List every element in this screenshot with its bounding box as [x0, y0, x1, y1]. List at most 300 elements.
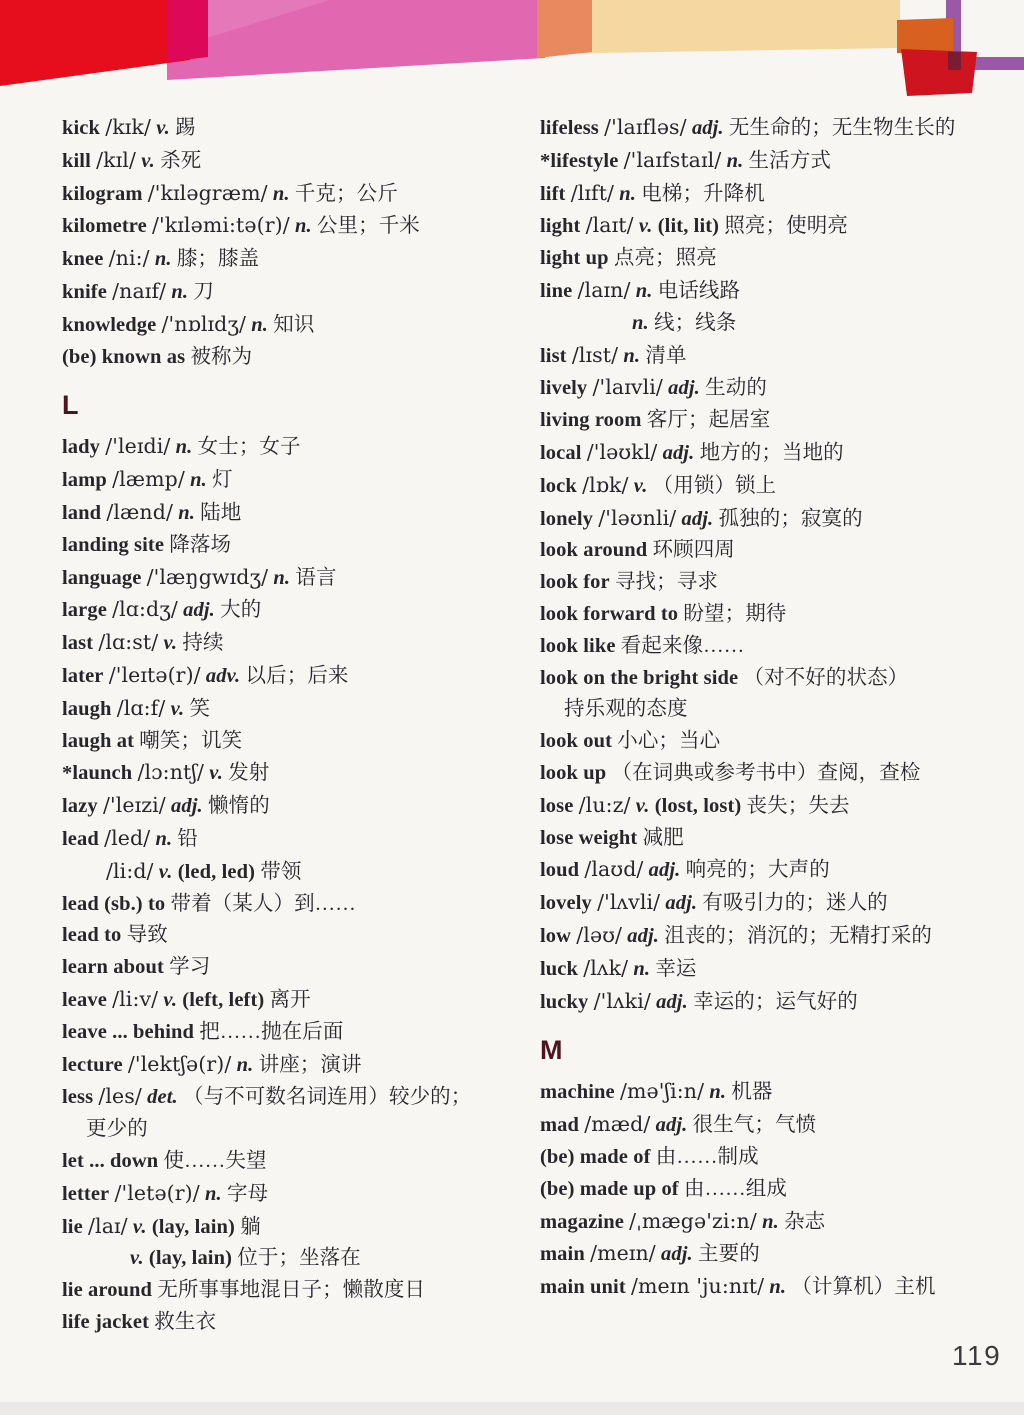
glossary-entry [540, 405, 1018, 437]
glossary-entry [540, 631, 1018, 663]
entry-word: line [540, 279, 573, 302]
entry-definition: 把……抛在后面 [199, 1020, 344, 1043]
entry-phonetic: /li:d/ [106, 858, 154, 883]
entry-phonetic: /'lʌki/ [593, 988, 651, 1013]
entry-definition: 带领 [260, 860, 302, 883]
glossary-entry [62, 823, 540, 856]
entry-definition: 有吸引力的；迷人的 [702, 892, 888, 915]
entry-part-of-speech: adj. [665, 892, 698, 915]
glossary-entry [62, 497, 540, 530]
glossary-entry [62, 464, 540, 497]
glossary-entry [62, 757, 540, 790]
entry-definition: 由……制成 [655, 1145, 759, 1168]
entry-part-of-speech: adj. [691, 117, 724, 139]
entry-definition: 灯 [212, 469, 233, 492]
entry-definition: 带着（某人）到…… [170, 892, 356, 915]
glossary-entry [540, 178, 1018, 211]
entry-definition: 笑 [189, 697, 211, 720]
entry-phonetic: /lʌk/ [583, 955, 629, 980]
glossary-entry [540, 694, 1018, 726]
entry-word: knee [62, 248, 104, 271]
entry-part-of-speech: v. [163, 632, 178, 655]
entry-definition: 沮丧的；消沉的；无精打采的 [664, 924, 933, 947]
entry-phonetic: /li:v/ [112, 986, 159, 1011]
entry-definition: 千克；公斤 [294, 182, 398, 205]
entry-word: leave [62, 988, 107, 1011]
glossary-entry [540, 854, 1018, 887]
entry-definition: 幸运的；运气好的 [693, 990, 858, 1013]
entry-word: (led, led) [177, 860, 255, 883]
page-number: 119 [952, 1340, 1002, 1371]
entry-part-of-speech: v. [170, 697, 185, 720]
entry-word: mad [540, 1114, 580, 1137]
glossary-entry [540, 1076, 1018, 1109]
entry-word: (left, left) [182, 988, 265, 1011]
entry-word: kick [62, 117, 100, 139]
entry-word: landing site [62, 533, 165, 556]
entry-phonetic: /laʊd/ [584, 857, 644, 882]
entry-definition: 丧失；失去 [746, 794, 850, 817]
entry-definition: 减肥 [642, 826, 684, 849]
entry-definition: 女士；女子 [197, 436, 301, 459]
entry-part-of-speech: n. [632, 311, 649, 334]
glossary-entry [540, 726, 1018, 758]
glossary-entry [62, 920, 540, 952]
entry-definition: 客厅；起居室 [646, 409, 771, 432]
entry-word: (be) made up of [540, 1177, 679, 1200]
glossary-entry [540, 275, 1018, 308]
glossary-entry [540, 340, 1018, 373]
entry-part-of-speech: n. [154, 248, 172, 271]
entry-phonetic: /lɒk/ [582, 472, 629, 497]
entry-word: lead [62, 827, 99, 850]
glossary-entry [540, 1109, 1018, 1142]
entry-part-of-speech: v. [638, 215, 653, 238]
entry-part-of-speech: v. [635, 794, 650, 817]
entry-word: light up [540, 247, 609, 270]
entry-definition: 杂志 [784, 1210, 826, 1233]
entry-part-of-speech: adj. [681, 507, 714, 530]
entry-word: letter [62, 1182, 110, 1205]
entry-word: kill [62, 149, 91, 172]
glossary-entry [62, 112, 540, 145]
glossary-entry [62, 210, 540, 243]
entry-definition: 救生衣 [154, 1310, 217, 1333]
entry-word: knowledge [62, 313, 157, 336]
glossary-entry [62, 562, 540, 595]
entry-definition: 踢 [175, 117, 196, 139]
entry-phonetic: /meɪn/ [590, 1241, 656, 1266]
entry-phonetic: /'ləʊkl/ [586, 439, 658, 464]
entry-word: light [540, 215, 581, 238]
entry-word: lovely [540, 892, 592, 915]
glossary-entry [540, 1206, 1018, 1239]
entry-part-of-speech: v. [141, 149, 155, 172]
glossary-entry [62, 178, 540, 211]
glossary-entry [540, 986, 1018, 1019]
entry-definition: 孤独的；寂寞的 [718, 507, 863, 530]
entry-word: *launch [62, 762, 133, 785]
entry-part-of-speech: n. [623, 344, 641, 367]
glossary-entry [540, 599, 1018, 631]
glossary-entry [62, 594, 540, 627]
entry-word: let ... down [62, 1149, 159, 1172]
entry-word: later [62, 664, 104, 687]
entry-word: lazy [62, 795, 98, 818]
glossary-entry [62, 1307, 540, 1339]
entry-definition: 清单 [645, 344, 687, 367]
entry-word: low [540, 924, 572, 947]
entry-definition: 由……组成 [683, 1177, 787, 1200]
entry-phonetic: /'læŋgwɪdʒ/ [146, 564, 269, 589]
glossary-entry [62, 1081, 540, 1114]
entry-phonetic: /lu:z/ [578, 792, 631, 817]
entry-definition: 寻找；寻求 [614, 571, 718, 594]
entry-definition: 字母 [227, 1182, 269, 1205]
entry-word: local [540, 441, 582, 464]
glossary-entry [62, 276, 540, 309]
entry-phonetic: /lɑ:f/ [116, 695, 166, 720]
entry-definition: 更少的 [86, 1118, 148, 1141]
entry-definition: 被称为 [190, 345, 253, 368]
entry-definition: 无生命的；无生物生长的 [728, 117, 956, 139]
entry-word: (lit, lit) [657, 215, 720, 238]
entry-word: main [540, 1243, 585, 1266]
entry-word: look for [540, 571, 610, 594]
entry-part-of-speech: det. [147, 1086, 178, 1109]
entry-phonetic: /'leɪzi/ [102, 793, 166, 818]
entry-word: kilometre [62, 215, 147, 238]
entry-definition: 学习 [169, 956, 211, 979]
entry-definition: 响亮的；大声的 [685, 859, 830, 882]
entry-definition: 杀死 [160, 149, 202, 172]
glossary-entry [62, 790, 540, 823]
entry-phonetic: /'laɪfstaɪl/ [623, 147, 722, 172]
glossary-entry [540, 1238, 1018, 1271]
entry-phonetic: /'nɒlɪdʒ/ [161, 311, 247, 336]
entry-part-of-speech: n. [619, 182, 637, 205]
entry-word: lifeless [540, 117, 599, 139]
glossary-entry [62, 1275, 540, 1307]
entry-phonetic: /les/ [98, 1084, 142, 1109]
section-header-m: M [540, 1035, 563, 1066]
entry-part-of-speech: n. [175, 436, 193, 459]
entry-part-of-speech: n. [633, 957, 651, 980]
glossary-entry [62, 889, 540, 921]
glossary-entry [62, 1017, 540, 1049]
entry-definition: 照亮；使明亮 [724, 215, 848, 238]
entry-phonetic: /lænd/ [106, 499, 173, 524]
glossary-entry [540, 790, 1018, 823]
entry-definition: （计算机）主机 [791, 1276, 936, 1299]
entry-word: machine [540, 1081, 615, 1104]
entry-phonetic: /kɪk/ [105, 115, 151, 139]
entry-definition: 线；线条 [653, 311, 737, 334]
glossary-entry [540, 372, 1018, 405]
entry-part-of-speech: v. [633, 474, 648, 497]
glossary-entry [62, 660, 540, 693]
glossary-entry [540, 953, 1018, 986]
entry-phonetic: /lɔ:ntʃ/ [137, 760, 205, 785]
entry-word: look around [540, 539, 648, 562]
glossary-entry [62, 984, 540, 1017]
entry-word: list [540, 344, 567, 367]
entry-phonetic: /lɪst/ [571, 342, 619, 367]
entry-definition: 生动的 [705, 377, 767, 400]
entry-phonetic: /kɪl/ [96, 147, 136, 172]
entry-word: *lifestyle [540, 149, 619, 172]
glossary-entry [540, 1142, 1018, 1174]
entry-phonetic: /'kɪləmi:tə(r)/ [152, 213, 290, 238]
entry-word: look forward to [540, 602, 679, 625]
entry-definition: 看起来像…… [620, 634, 745, 657]
entry-phonetic: /naɪf/ [112, 278, 167, 303]
glossary-entry [540, 758, 1018, 790]
entry-definition: 躺 [240, 1215, 261, 1238]
entry-phonetic: /'kɪləgræm/ [147, 180, 268, 205]
entry-word: lucky [540, 990, 589, 1013]
entry-definition: 幸运 [655, 957, 697, 980]
entry-part-of-speech: v. [132, 1215, 147, 1238]
glossary-entry [62, 1211, 540, 1244]
entry-part-of-speech: adj. [668, 377, 700, 400]
entry-definition: 刀 [193, 280, 214, 303]
entry-part-of-speech: adv. [205, 664, 241, 687]
entry-word: last [62, 632, 94, 655]
entry-part-of-speech: n. [769, 1276, 787, 1299]
entry-word: lecture [62, 1053, 123, 1076]
entry-part-of-speech: v. [158, 860, 173, 883]
entry-part-of-speech: n. [236, 1053, 254, 1076]
entry-phonetic: /ni:/ [108, 246, 150, 271]
entry-word: (be) made of [540, 1145, 651, 1168]
entry-definition: 铅 [177, 827, 199, 850]
entry-part-of-speech: adj. [171, 795, 203, 818]
entry-word: learn about [62, 956, 164, 979]
glossary-entry [62, 693, 540, 726]
entry-definition: 语言 [295, 566, 337, 589]
entry-definition: 讲座；演讲 [258, 1053, 362, 1076]
entry-definition: 小心；当心 [617, 730, 721, 753]
entry-part-of-speech: n. [178, 501, 195, 524]
entry-word: lose weight [540, 826, 638, 849]
glossary-entry [540, 503, 1018, 536]
entry-part-of-speech: adj. [656, 990, 688, 1013]
entry-word: (lay, lain) [148, 1247, 233, 1270]
entry-word: look on the bright side [540, 666, 739, 689]
glossary-entry [540, 535, 1018, 567]
entry-phonetic: /ləʊ/ [576, 922, 623, 947]
entry-part-of-speech: adj. [661, 1243, 693, 1266]
entry-definition: 降落场 [169, 533, 232, 556]
glossary-entry [540, 1271, 1018, 1304]
glossary-entry [62, 243, 540, 276]
entry-part-of-speech: n. [726, 149, 744, 172]
entry-definition: 环顾四周 [652, 539, 735, 562]
entry-word: land [62, 501, 102, 524]
entry-part-of-speech: n. [190, 469, 207, 492]
entry-definition: （用锁）锁上 [652, 474, 777, 497]
entry-part-of-speech: adj. [662, 441, 695, 464]
glossary-entry [62, 1049, 540, 1082]
entry-definition: 电梯；升降机 [641, 182, 765, 205]
entry-phonetic: /'laɪvli/ [592, 375, 663, 400]
entry-definition: 发射 [228, 762, 270, 785]
entry-definition: 膝；膝盖 [176, 248, 260, 271]
glossary-entry [62, 1243, 540, 1275]
entry-phonetic: /ˌmægə'zi:n/ [629, 1208, 757, 1233]
glossary-entry [62, 1178, 540, 1211]
glossary-entry [540, 437, 1018, 470]
page-bottom-edge [0, 1402, 1024, 1415]
glossary-entry [62, 1114, 540, 1146]
glossary-entry [540, 920, 1018, 953]
entry-part-of-speech: n. [205, 1182, 222, 1205]
glossary-entry [540, 308, 1018, 340]
entry-part-of-speech: n. [709, 1081, 727, 1104]
entry-definition: 懒惰的 [208, 795, 270, 818]
glossary-entry [540, 887, 1018, 920]
entry-definition: 无所事事地混日子；懒散度日 [157, 1279, 426, 1302]
entry-part-of-speech: v. [130, 1247, 144, 1270]
entry-word: lead (sb.) to [62, 892, 166, 915]
entry-part-of-speech: n. [762, 1210, 779, 1233]
entry-definition: 主要的 [698, 1243, 760, 1266]
glossary-entry [540, 567, 1018, 599]
entry-part-of-speech: adj. [627, 924, 659, 947]
entry-definition: 地方的；当地的 [699, 441, 844, 464]
glossary-column-right [540, 112, 1018, 1304]
entry-word: laugh [62, 697, 112, 720]
entry-definition: 点亮；照亮 [613, 247, 717, 270]
section-header-l: L [62, 390, 79, 421]
entry-word: lose [540, 794, 574, 817]
entry-phonetic: /'leɪdi/ [105, 434, 171, 459]
entry-word: living room [540, 409, 642, 432]
entry-phonetic: /laɪ/ [88, 1213, 128, 1238]
entry-definition: 盼望；期待 [683, 602, 787, 625]
glossary-entry [62, 627, 540, 660]
glossary-entry [62, 952, 540, 984]
entry-word: life jacket [62, 1310, 150, 1333]
entry-part-of-speech: n. [251, 313, 268, 336]
entry-word: leave ... behind [62, 1020, 195, 1043]
entry-phonetic: /lɑ:st/ [98, 630, 159, 655]
entry-definition: 知识 [273, 313, 315, 336]
entry-definition: 很生气；气愤 [692, 1114, 817, 1137]
entry-word: look out [540, 730, 612, 753]
entry-definition: （在词典或参考书中）查阅，查检 [611, 761, 921, 784]
entry-phonetic: /meɪn 'ju:nɪt/ [631, 1274, 765, 1299]
glossary-entry [62, 726, 540, 758]
entry-phonetic: /læmp/ [112, 467, 185, 492]
entry-word: look like [540, 634, 616, 657]
entry-phonetic: /'lektʃə(r)/ [127, 1051, 232, 1076]
entry-word: less [62, 1086, 94, 1109]
entry-word: loud [540, 859, 580, 882]
glossary-entry [62, 856, 540, 889]
entry-phonetic: /'leɪtə(r)/ [108, 662, 201, 687]
entry-word: large [62, 599, 107, 622]
glossary-entry [540, 1174, 1018, 1206]
entry-phonetic: /laɪn/ [577, 277, 631, 302]
entry-part-of-speech: adj. [648, 859, 681, 882]
entry-phonetic: /laɪt/ [585, 213, 634, 238]
entry-part-of-speech: adj. [183, 599, 215, 622]
entry-word: lamp [62, 469, 107, 492]
entry-word: magazine [540, 1210, 624, 1233]
entry-definition: 机器 [731, 1081, 773, 1104]
glossary-entry [540, 210, 1018, 243]
glossary-entry [540, 663, 1018, 695]
entry-phonetic: /mæd/ [584, 1112, 651, 1137]
entry-definition: 公里；千米 [316, 215, 420, 238]
entry-word: lie [62, 1215, 83, 1238]
entry-word: lock [540, 474, 577, 497]
entry-part-of-speech: v. [209, 762, 223, 785]
entry-word: kilogram [62, 182, 143, 205]
entry-definition: （对不好的状态） [743, 666, 909, 689]
entry-part-of-speech: v. [156, 117, 170, 139]
entry-definition: 嘲笑；讥笑 [139, 729, 243, 752]
glossary-entry [540, 112, 1018, 145]
glossary-entry [62, 431, 540, 464]
glossary-entry [62, 145, 540, 178]
entry-word: language [62, 566, 142, 589]
entry-definition: （与不可数名词连用）较少的； [182, 1086, 472, 1109]
entry-word: laugh at [62, 729, 134, 752]
glossary-entry [62, 342, 540, 374]
entry-part-of-speech: n. [294, 215, 312, 238]
entry-phonetic: /led/ [104, 825, 151, 850]
entry-phonetic: /mə'ʃi:n/ [619, 1079, 705, 1104]
entry-phonetic: /lɑ:dʒ/ [112, 597, 178, 622]
entry-definition: 离开 [269, 988, 311, 1011]
entry-definition: 导致 [126, 924, 168, 947]
entry-word: lively [540, 377, 588, 400]
entry-word: (lay, lain) [151, 1215, 235, 1238]
entry-definition: 生活方式 [748, 149, 831, 172]
entry-word: lead to [62, 924, 122, 947]
entry-phonetic: /'laɪfləs/ [604, 115, 687, 139]
entry-part-of-speech: n. [272, 182, 290, 205]
entry-phonetic: /lɪft/ [570, 180, 615, 205]
entry-definition: 持乐观的态度 [564, 698, 688, 721]
entry-part-of-speech: n. [635, 279, 653, 302]
entry-word: knife [62, 280, 107, 303]
entry-word: (be) known as [62, 345, 186, 368]
entry-definition: 使……失望 [163, 1149, 267, 1172]
glossary-entry [540, 145, 1018, 178]
entry-part-of-speech: n. [171, 280, 189, 303]
entry-word: lift [540, 182, 566, 205]
entry-phonetic: /'ləʊnli/ [598, 505, 677, 530]
entry-part-of-speech: adj. [655, 1114, 688, 1137]
glossary-column-left [62, 112, 540, 1339]
entry-phonetic: /'letə(r)/ [114, 1180, 200, 1205]
entry-word: luck [540, 957, 578, 980]
entry-definition: 以后；后来 [245, 664, 349, 687]
entry-word: lady [62, 436, 100, 459]
entry-word: lie around [62, 1279, 153, 1302]
entry-word: look up [540, 761, 607, 784]
entry-part-of-speech: n. [155, 827, 173, 850]
entry-definition: 大的 [220, 599, 262, 622]
entry-word: lonely [540, 507, 593, 530]
glossary-entry [62, 1146, 540, 1178]
entry-definition: 陆地 [200, 501, 242, 524]
glossary-entry [62, 530, 540, 562]
